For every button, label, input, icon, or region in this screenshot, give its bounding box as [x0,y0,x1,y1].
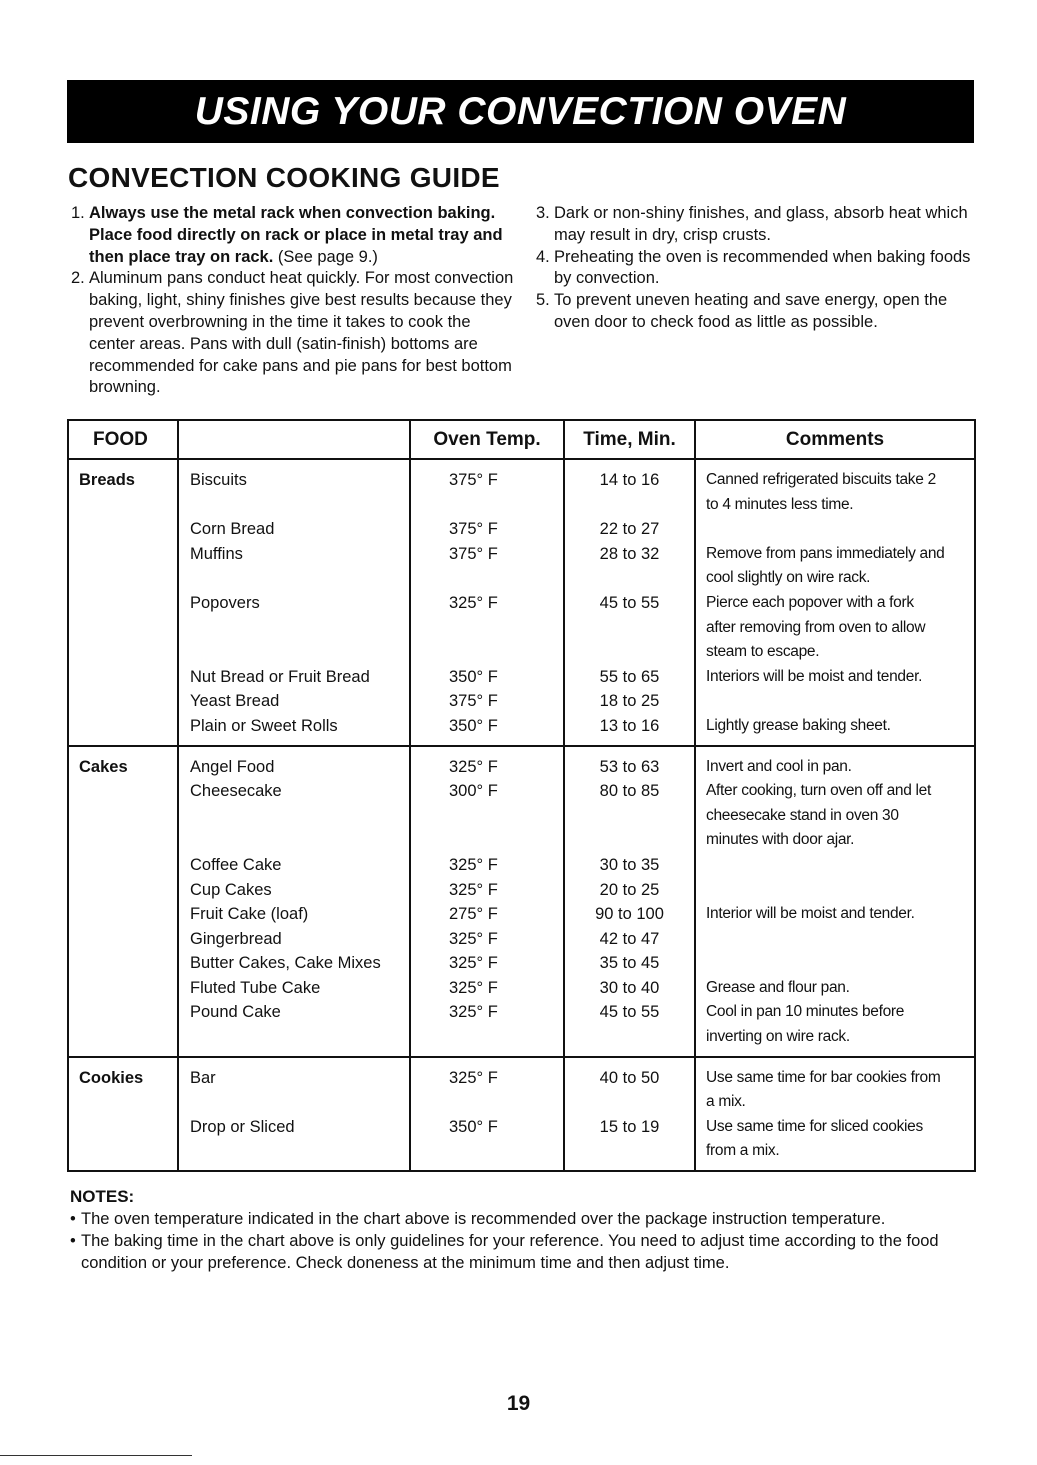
note-item [70,1230,980,1274]
cook-time: 15 to 19 [599,1117,660,1136]
footer-rule [0,1455,192,1456]
food-item: Popovers [190,593,260,612]
comment-column [695,746,975,1057]
oven-temp: 325° F [449,593,498,612]
category-label: Breads [68,459,178,746]
food-item: Cup Cakes [190,880,272,899]
comment-line: Cool in pan 10 minutes before [706,1003,905,1021]
spacer [565,828,694,853]
oven-temp: 325° F [449,855,498,874]
intro-list-item [71,203,516,268]
cook-time: 30 to 35 [599,855,660,874]
category-label: Cookies [68,1057,178,1171]
comment-line: cheesecake stand in oven 30 [706,806,899,824]
food-item: Yeast Bread [190,692,280,711]
cook-time: 13 to 16 [599,716,660,735]
intro-right-column [536,203,976,334]
comment-line: Grease and flour pan. [706,978,850,996]
spacer [190,640,409,665]
spacer [449,804,563,829]
comment-line [706,517,968,542]
temp-column [410,1057,564,1171]
note-item [70,1208,980,1230]
food-item: Fluted Tube Cake [190,978,321,997]
intro-item-text: (See page 9.) [273,247,378,266]
header-oven-temp: Oven Temp. [410,420,564,459]
spacer [449,1025,563,1050]
section-title: CONVECTION COOKING GUIDE [68,162,500,193]
comment-line: Canned refrigerated biscuits take 2 [706,471,936,488]
spacer [449,493,563,518]
comment-line [706,853,968,878]
table-body [68,459,975,1171]
temp-column [410,459,564,746]
cooking-guide-table [67,419,976,1172]
cook-time: 42 to 47 [599,929,660,948]
page-banner [67,80,974,143]
cook-time: 80 to 85 [599,782,660,801]
oven-temp: 325° F [449,757,498,776]
food-item: Nut Bread or Fruit Bread [190,667,370,686]
item-column [178,746,410,1057]
comment-line: Use same time for bar cookies from [706,1068,941,1086]
intro-left-column [71,203,516,399]
spacer [190,493,409,518]
intro-item-text: To prevent uneven heating and save energy, open the oven door to check food as little as possible. [554,291,948,331]
cook-time: 14 to 16 [599,471,660,489]
header-item [178,420,410,459]
table-section-breads [68,459,975,746]
notes-section [70,1186,980,1274]
oven-temp: 325° F [449,929,498,948]
header-time: Time, Min. [564,420,695,459]
oven-temp: 375° F [449,544,498,563]
comment-line: After cooking, turn oven off and let [706,782,932,800]
intro-item-number: 5. [536,291,550,310]
intro-list-item [536,290,976,334]
spacer [449,828,563,853]
comment-line: Remove from pans immediately and [706,544,945,562]
cook-time: 55 to 65 [599,667,660,686]
spacer [190,1090,409,1115]
spacer [565,1139,694,1164]
comment-line: inverting on wire rack. [706,1028,850,1046]
intro-list-item [536,247,976,291]
food-item: Coffee Cake [190,855,282,874]
category-label: Cakes [68,746,178,1057]
intro-item-number: 1. [71,204,85,222]
comment-line: cool slightly on wire rack. [706,569,871,587]
spacer [565,566,694,591]
food-item: Gingerbread [190,929,282,948]
table-header-row [68,420,975,459]
comment-line: Invert and cool in pan. [706,757,852,775]
oven-temp: 350° F [449,1117,498,1136]
cook-time: 22 to 27 [599,520,660,539]
food-item: Fruit Cake (loaf) [190,905,309,924]
oven-temp: 325° F [449,954,498,973]
spacer [565,1025,694,1050]
food-item: Biscuits [190,471,247,489]
spacer [449,566,563,591]
spacer [449,1090,563,1115]
spacer [565,640,694,665]
spacer [449,1139,563,1164]
comment-line: from a mix. [706,1142,780,1160]
food-item: Muffins [190,544,243,563]
intro-item-bold-text: Always use the metal rack when convection baking. Place food directly on rack or place in metal tray and then place tray on rack. [89,204,503,266]
comment-line: minutes with door ajar. [706,831,855,849]
food-item: Angel Food [190,757,275,776]
comment-line: Pierce each popover with a fork [706,593,914,611]
cook-time: 40 to 50 [599,1068,660,1087]
oven-temp: 325° F [449,978,498,997]
intro-list-item [71,268,516,399]
cook-time: 35 to 45 [599,954,660,973]
temp-column [410,746,564,1057]
time-column [564,1057,695,1171]
oven-temp: 300° F [449,782,498,801]
comment-line: Use same time for sliced cookies [706,1117,923,1135]
intro-item-number: 3. [536,204,550,222]
food-item: Corn Bread [190,520,275,539]
intro-item-text: Dark or non-shiny finishes, and glass, absorb heat which may result in dry, crisp crusts. [554,204,968,244]
comment-line [706,878,968,903]
cook-time: 18 to 25 [599,692,660,711]
spacer [190,1139,409,1164]
comment-line: Interior will be moist and tender. [706,905,915,923]
food-item: Pound Cake [190,1003,281,1022]
spacer [190,804,409,829]
spacer [190,566,409,591]
comment-column [695,459,975,746]
item-column [178,459,410,746]
page-number: 19 [506,1392,531,1415]
spacer [565,1090,694,1115]
comment-line [706,951,968,976]
cook-time: 45 to 55 [599,1003,660,1022]
oven-temp: 325° F [449,880,498,899]
time-column [564,459,695,746]
intro-item-number: 4. [536,247,550,266]
food-item: Bar [190,1068,216,1087]
banner-title: USING YOUR CONVECTION OVEN [194,89,847,133]
oven-temp: 375° F [449,471,498,489]
intro-item-text: Preheating the oven is recommended when baking foods by convection. [554,247,971,288]
oven-temp: 375° F [449,692,498,711]
spacer [565,493,694,518]
cook-time: 20 to 25 [599,880,660,899]
time-column [564,746,695,1057]
oven-temp: 375° F [449,520,498,539]
intro-list-item [536,203,976,247]
oven-temp: 325° F [449,1068,498,1087]
cook-time: 30 to 40 [599,978,660,997]
bullet-icon: • [70,1210,76,1228]
spacer [449,616,563,641]
intro-item-text: Aluminum pans conduct heat quickly. For most convection baking, light, shiny finishes give best results because they prevent overbrowning in the time it takes to cook the center areas. Pans with dull (satin-finish) bottoms are recommended for cake pans and pie pans for best bottom browning. [89,269,514,397]
note-text: The baking time in the chart above is only guidelines for your reference. You need to adjust time according to the food condition or your preference. Check doneness at the minimum time and then adjust time. [81,1232,939,1272]
spacer [190,828,409,853]
comment-line: after removing from oven to allow [706,618,926,636]
comment-column [695,1057,975,1171]
header-food: FOOD [68,420,178,459]
spacer [190,616,409,641]
cook-time: 28 to 32 [599,544,660,563]
cook-time: 45 to 55 [599,593,660,612]
food-item: Drop or Sliced [190,1117,295,1136]
food-item: Cheesecake [190,782,282,801]
cook-time: 53 to 63 [599,757,660,776]
spacer [565,804,694,829]
comment-line: Interiors will be moist and tender. [706,667,923,685]
note-text: The oven temperature indicated in the chart above is recommended over the package instruction temperature. [81,1210,886,1228]
bullet-icon: • [70,1232,76,1250]
oven-temp: 350° F [449,716,498,735]
item-column [178,1057,410,1171]
comment-line: steam to escape. [706,643,820,661]
notes-heading: NOTES: [70,1187,135,1206]
cook-time: 90 to 100 [595,905,664,924]
intro-item-number: 2. [71,269,85,288]
comment-line [706,689,968,714]
table-section-cakes [68,746,975,1057]
oven-temp: 350° F [449,667,498,686]
spacer [190,1025,409,1050]
comment-line [706,927,968,952]
food-item: Butter Cakes, Cake Mixes [190,954,381,973]
oven-temp: 325° F [449,1003,498,1022]
oven-temp: 275° F [449,905,498,924]
spacer [449,640,563,665]
table-section-cookies [68,1057,975,1171]
header-comments: Comments [695,420,975,459]
spacer [565,616,694,641]
comment-line: a mix. [706,1093,746,1111]
comment-line: to 4 minutes less time. [706,495,854,513]
food-item: Plain or Sweet Rolls [190,716,338,735]
comment-line: Lightly grease baking sheet. [706,716,891,734]
